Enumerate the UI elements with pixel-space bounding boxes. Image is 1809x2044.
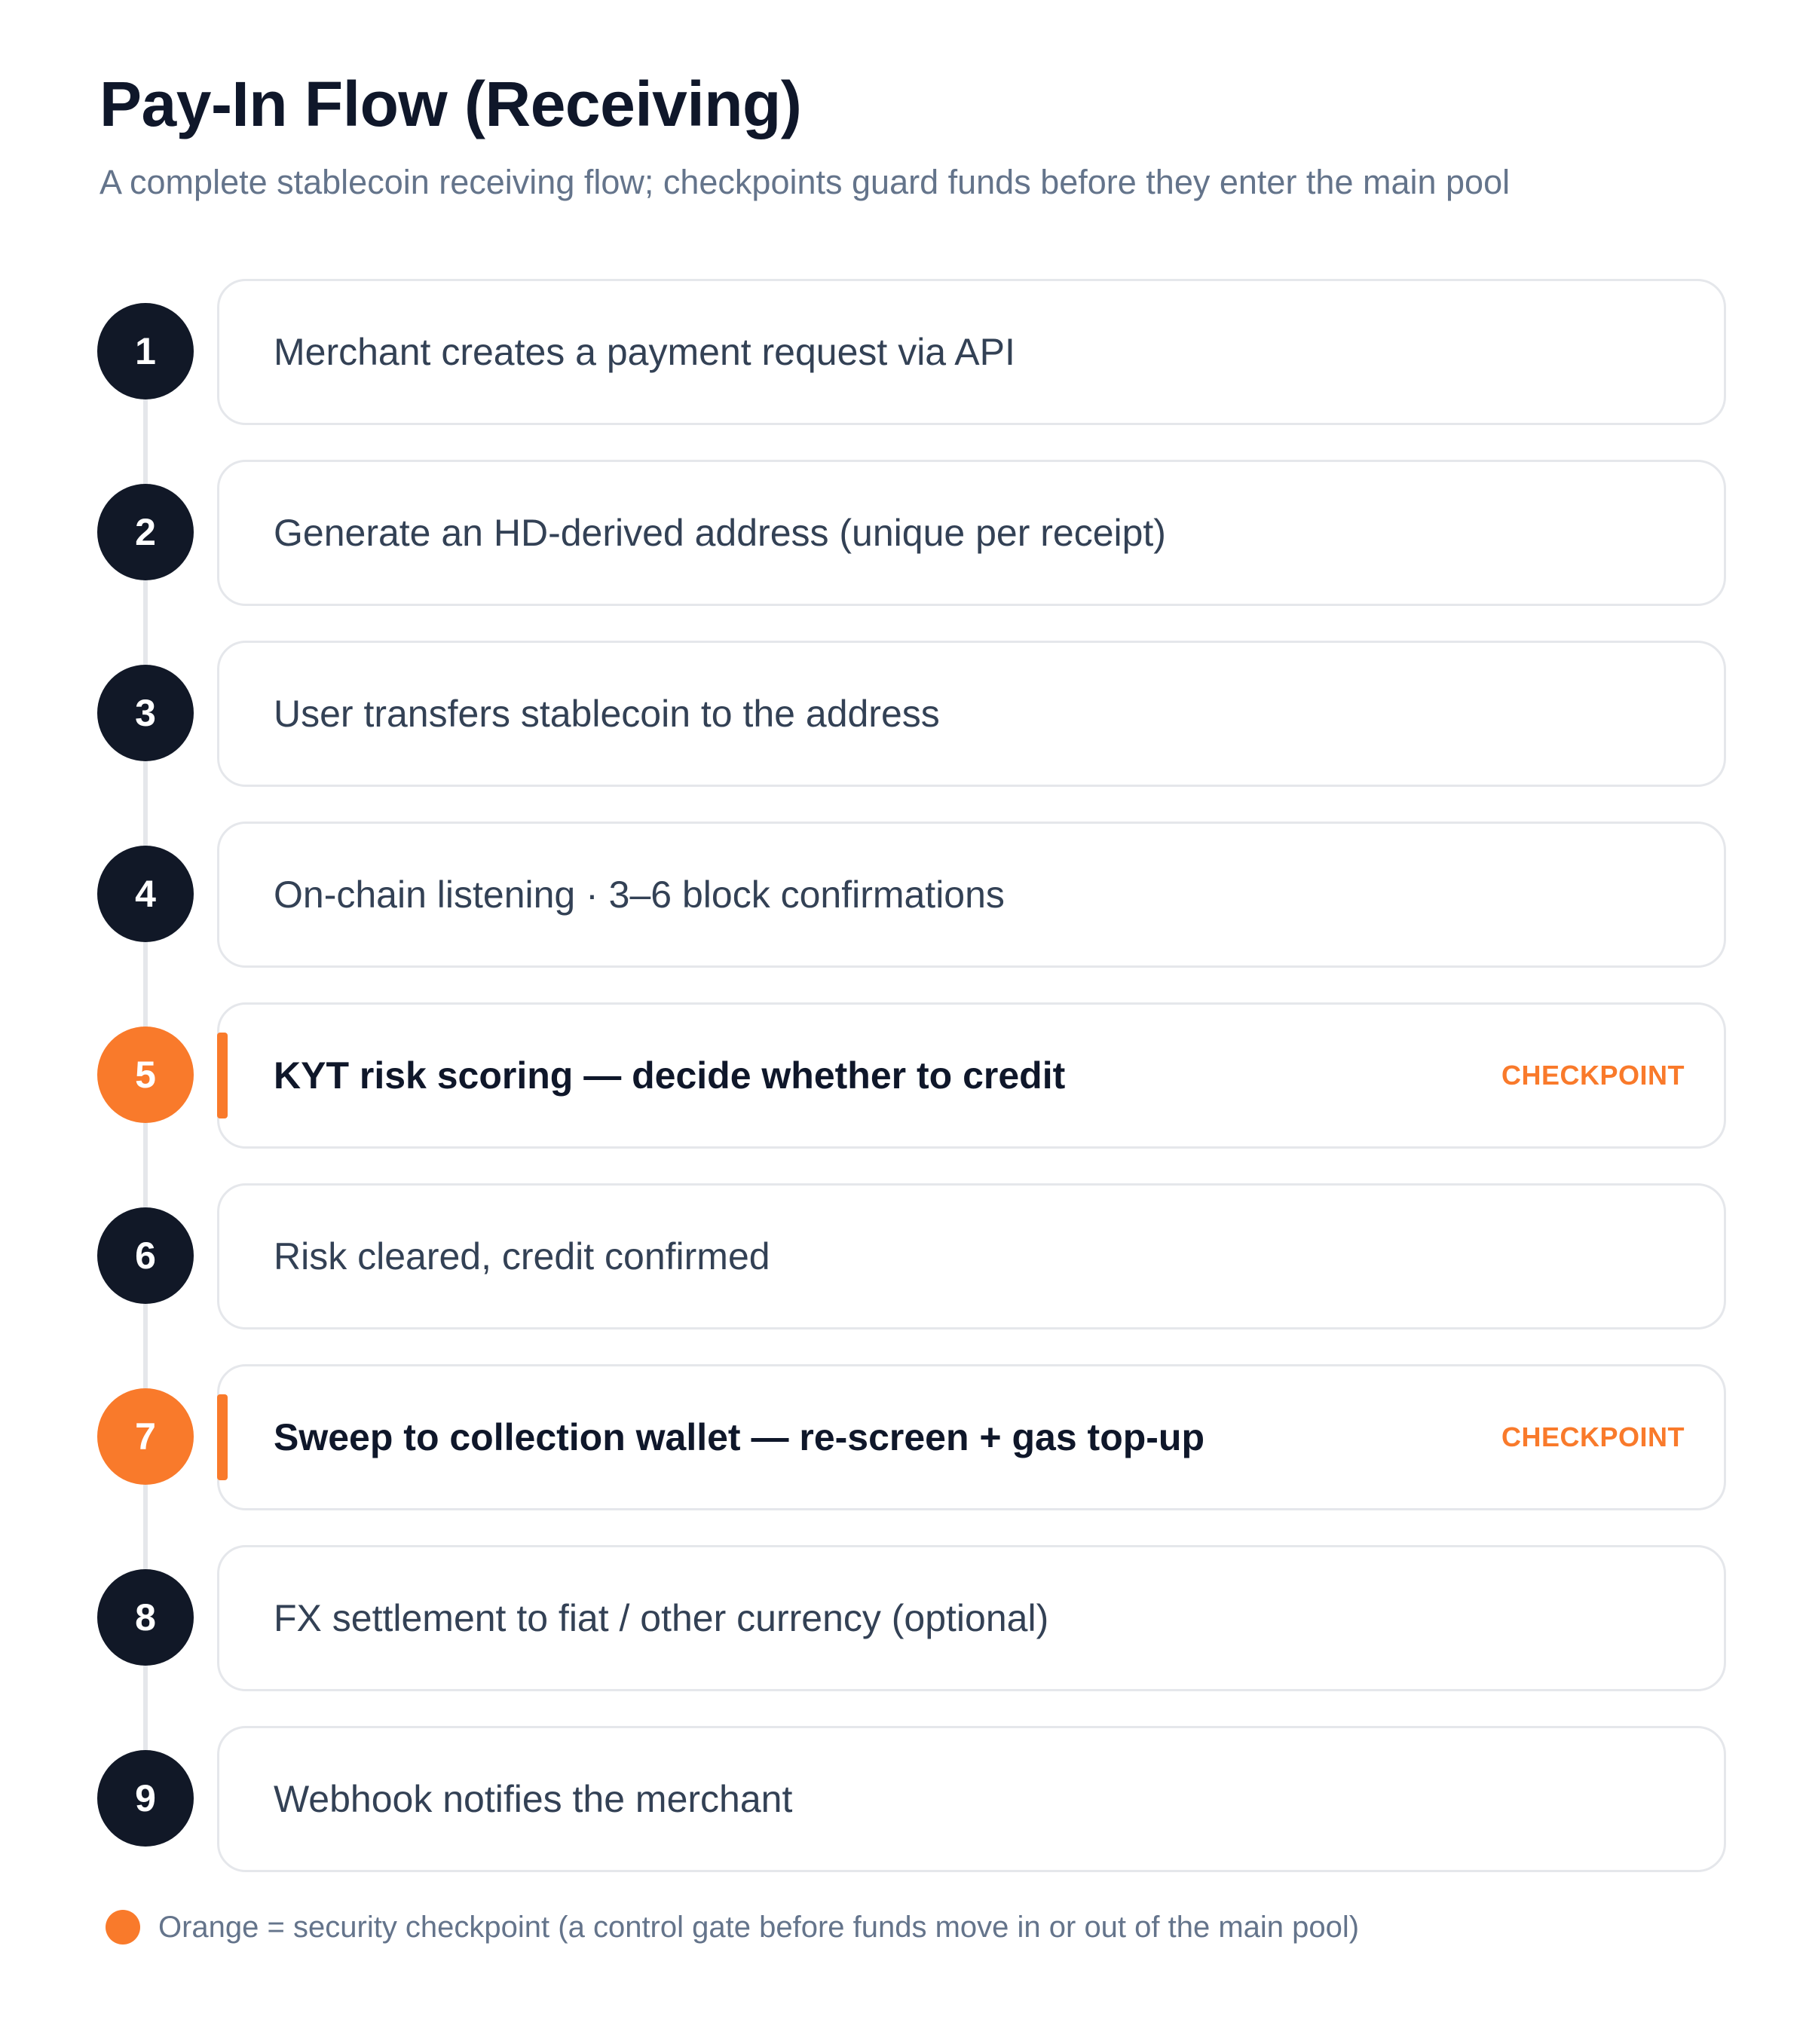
flow-step-9 — [0, 1726, 1809, 1871]
step-card — [217, 279, 1726, 425]
step-number-badge: 4 — [97, 846, 194, 942]
step-label: Generate an HD-derived address (unique per receipt) — [274, 512, 1166, 554]
step-label: KYT risk scoring — decide whether to credit — [274, 1054, 1066, 1097]
step-card — [217, 1545, 1726, 1691]
step-card — [217, 460, 1726, 606]
step-card — [217, 1364, 1726, 1510]
step-label: Sweep to collection wallet — re-screen + gas top-up — [274, 1416, 1205, 1458]
step-label: User transfers stablecoin to the address — [274, 693, 940, 735]
step-number-badge: 8 — [97, 1569, 194, 1666]
step-number-badge: 1 — [97, 303, 194, 399]
step-label: On-chain listening · 3–6 block confirmations — [274, 874, 1005, 916]
step-card — [217, 1726, 1726, 1872]
step-number-badge: 9 — [97, 1750, 194, 1847]
page-subtitle: A complete stablecoin receiving flow; checkpoints guard funds before they enter the main pool — [99, 163, 1511, 201]
step-card — [217, 641, 1726, 787]
step-label: Merchant creates a payment request via API — [274, 331, 1015, 373]
step-number-badge: 3 — [97, 665, 194, 761]
step-card — [217, 1002, 1726, 1149]
flow-step-8 — [0, 1545, 1809, 1690]
step-number-badge: 7 — [97, 1388, 194, 1485]
page-title: Pay-In Flow (Receiving) — [99, 69, 802, 139]
step-label: Risk cleared, credit confirmed — [274, 1235, 770, 1278]
checkpoint-accent-bar — [217, 1033, 228, 1118]
flow-step-6 — [0, 1183, 1809, 1328]
step-number-badge: 5 — [97, 1027, 194, 1123]
step-number-badge: 2 — [97, 484, 194, 580]
flow-step-1 — [0, 279, 1809, 424]
step-label: Webhook notifies the merchant — [274, 1778, 793, 1820]
step-card — [217, 822, 1726, 968]
step-label: FX settlement to fiat / other currency (optional) — [274, 1597, 1049, 1639]
flow-step-3 — [0, 641, 1809, 785]
checkpoint-tag: CHECKPOINT — [1501, 1421, 1685, 1452]
checkpoint-tag: CHECKPOINT — [1501, 1060, 1685, 1091]
flow-step-5 — [0, 1002, 1809, 1147]
flow-step-4 — [0, 822, 1809, 966]
legend-text: Orange = security checkpoint (a control gate before funds move in or out of the main pool) — [158, 1911, 1360, 1944]
flow-step-7 — [0, 1364, 1809, 1509]
step-card — [217, 1183, 1726, 1330]
checkpoint-accent-bar — [217, 1394, 228, 1480]
step-number-badge: 6 — [97, 1207, 194, 1304]
orange-dot-icon — [106, 1910, 140, 1945]
flow-step-2 — [0, 460, 1809, 604]
